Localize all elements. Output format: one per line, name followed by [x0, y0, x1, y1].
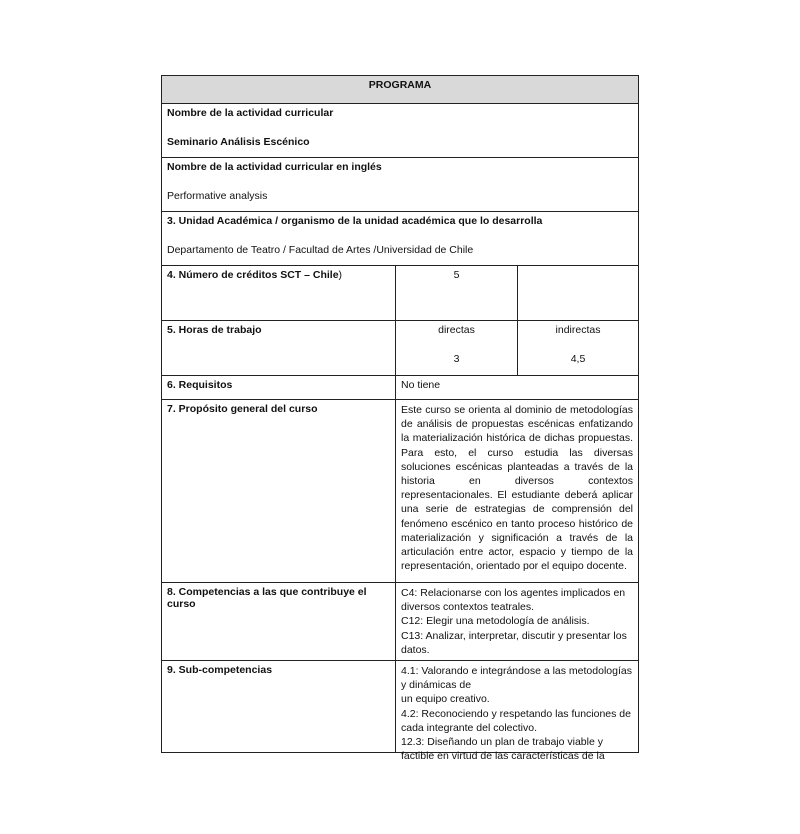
academic-unit-label: 3. Unidad Académica / organismo de la unidad académica que lo desarrolla [167, 215, 543, 227]
hours-row [162, 321, 639, 376]
credits-label-mark: ) [338, 269, 343, 281]
requirements-row [162, 376, 639, 400]
requirements-value: No tiene [396, 376, 639, 400]
credits-empty-cell [518, 266, 639, 321]
subcompetency-line: 4.1: Valorando e integrándose a las metodologías y dinámicas de [401, 665, 632, 692]
purpose-row [162, 400, 639, 583]
subcompetency-line: 12.3: Diseñando un plan de trabajo viable y factible en virtud de las características de la [401, 736, 605, 763]
english-name-row [162, 158, 639, 212]
credits-label: 4. Número de créditos SCT – Chile [167, 269, 339, 281]
academic-unit-row [162, 212, 639, 266]
competencies-label: 8. Competencias a las que contribuye el curso [162, 583, 396, 661]
purpose-value: Este curso se orienta al dominio de metodologías de análisis de propuestas escénicas enfatizando la materialización histórica de dichas propuestas. Para esto, el curso estudia las diversas soluciones escénicas planteadas a través de la historia en diversos contextos representacionales. El estudiante deberá aplicar una serie de estrategias de comprensión del fenómeno escénico en tanto proceso histórico de materialización y significación a través de la articulación entre actor, espacio y tiempo de la representación, orientado por el equipo docente. [396, 400, 639, 583]
competency-item: C12: Elegir una metodología de análisis. [401, 615, 590, 628]
header-row [162, 76, 639, 104]
course-name-row [162, 104, 639, 158]
subcompetency-line: 4.2: Reconociendo y respetando las funciones de cada integrante del colectivo. [401, 707, 631, 734]
subcompetencies-row [162, 661, 639, 753]
subcompetency-line: un equipo creativo. [401, 693, 490, 706]
program-header: PROGRAMA [162, 76, 639, 104]
competencies-row [162, 583, 639, 661]
english-name-label: Nombre de la actividad curricular en inglés [167, 161, 382, 173]
competency-item: C13: Analizar, interpretar, discutir y presentar los datos. [401, 629, 627, 656]
requirements-label: 6. Requisitos [162, 376, 396, 400]
hours-label: 5. Horas de trabajo [167, 324, 262, 336]
indirect-hours-value: 4,5 [570, 353, 586, 365]
direct-hours-label: directas [438, 324, 475, 336]
subcompetencies-label: 9. Sub-competencias [162, 661, 396, 753]
academic-unit-value: Departamento de Teatro / Facultad de Artes /Universidad de Chile [167, 244, 474, 256]
english-name-value: Performative analysis [167, 190, 268, 202]
purpose-label: 7. Propósito general del curso [162, 400, 396, 583]
credits-row [162, 266, 639, 321]
direct-hours-value: 3 [453, 353, 460, 365]
program-table [161, 75, 639, 763]
credits-value: 5 [396, 266, 518, 321]
course-name-label: Nombre de la actividad curricular [167, 107, 334, 119]
indirect-hours-label: indirectas [555, 324, 601, 336]
competency-item: C4: Relacionarse con los agentes implicados en diversos contextos teatrales. [401, 587, 626, 614]
course-name-value: Seminario Análisis Escénico [167, 136, 310, 148]
